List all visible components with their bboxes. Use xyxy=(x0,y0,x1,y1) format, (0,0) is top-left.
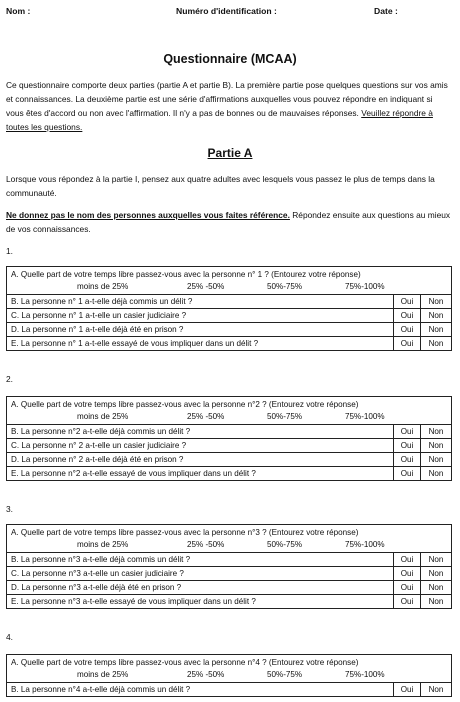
question-a-text: A. Quelle part de votre temps libre passez-vous avec la personne n°4 ? (Entourez votre réponse) xyxy=(11,657,359,667)
answer-option[interactable]: 50%-75% xyxy=(267,281,303,291)
question-number: 2. xyxy=(6,374,13,384)
question-table xyxy=(6,266,452,351)
answer-option[interactable]: 75%-100% xyxy=(345,539,385,549)
question-row xyxy=(7,323,452,337)
question-a-cell xyxy=(7,525,452,553)
answer-option[interactable]: 50%-75% xyxy=(267,669,303,679)
question-row xyxy=(7,683,452,697)
answer-option[interactable]: 25% -50% xyxy=(187,281,225,291)
question-row-text: D. La personne n° 2 a-t-elle déjà été en prison ? xyxy=(7,453,394,467)
question-row xyxy=(7,425,452,439)
question-row xyxy=(7,439,452,453)
question-table xyxy=(6,524,452,609)
instruction-2-rest: Répondez ensuite aux questions au mieux de vos connaissances. xyxy=(6,210,451,234)
answer-option[interactable]: 75%-100% xyxy=(345,411,385,421)
yes-option[interactable]: Oui xyxy=(394,439,421,453)
question-row-text: D. La personne n° 1 a-t-elle déjà été en prison ? xyxy=(7,323,394,337)
intro-underlined: Veuillez répondre à toutes les questions. xyxy=(6,108,433,132)
yes-option[interactable]: Oui xyxy=(394,467,421,481)
no-option[interactable]: Non xyxy=(421,309,452,323)
yes-option[interactable]: Oui xyxy=(394,553,421,567)
intro-paragraph xyxy=(6,78,452,134)
no-option[interactable]: Non xyxy=(421,295,452,309)
question-row xyxy=(7,295,452,309)
question-number: 3. xyxy=(6,504,13,514)
question-row xyxy=(7,467,452,481)
yes-option[interactable]: Oui xyxy=(394,581,421,595)
answer-option[interactable]: 25% -50% xyxy=(187,411,225,421)
question-row-text: B. La personne n° 1 a-t-elle déjà commis un délit ? xyxy=(7,295,394,309)
answer-option[interactable]: moins de 25% xyxy=(77,669,129,679)
yes-option[interactable]: Oui xyxy=(394,453,421,467)
answer-option[interactable]: 75%-100% xyxy=(345,281,385,291)
question-a-text: A. Quelle part de votre temps libre passez-vous avec la personne n°2 ? (Entourez votre réponse) xyxy=(11,399,359,409)
question-table xyxy=(6,396,452,481)
question-row-text: B. La personne n°3 a-t-elle déjà commis un délit ? xyxy=(7,553,394,567)
no-option[interactable]: Non xyxy=(421,439,452,453)
question-number: 4. xyxy=(6,632,13,642)
no-option[interactable]: Non xyxy=(421,595,452,609)
no-option[interactable]: Non xyxy=(421,323,452,337)
answer-option[interactable]: moins de 25% xyxy=(77,281,129,291)
intro-text: Ce questionnaire comporte deux parties (partie A et partie B). La première partie pose quelques questions sur vos amis et connaissances. La deuxième partie est une série d'affirmations auxquelles vous pouvez répondre en indiquant si vous êtes d'accord ou non avec l'affirmation. Il n'y a pas de bonnes ou de mauvaises réponses. xyxy=(6,80,448,118)
form-header xyxy=(6,6,454,20)
question-row xyxy=(7,595,452,609)
no-option[interactable]: Non xyxy=(421,425,452,439)
answer-options xyxy=(11,669,447,681)
question-row-text: C. La personne n°3 a-t-elle un casier judiciaire ? xyxy=(7,567,394,581)
question-a-cell xyxy=(7,267,452,295)
answer-option[interactable]: 50%-75% xyxy=(267,539,303,549)
yes-option[interactable]: Oui xyxy=(394,425,421,439)
question-row-text: C. La personne n° 2 a-t-elle un casier judiciaire ? xyxy=(7,439,394,453)
question-row-text: E. La personne n°3 a-t-elle essayé de vous impliquer dans un délit ? xyxy=(7,595,394,609)
answer-option[interactable]: 75%-100% xyxy=(345,669,385,679)
question-row xyxy=(7,453,452,467)
question-row xyxy=(7,581,452,595)
yes-option[interactable]: Oui xyxy=(394,683,421,697)
yes-option[interactable]: Oui xyxy=(394,595,421,609)
question-row-text: B. La personne n°4 a-t-elle déjà commis un délit ? xyxy=(7,683,394,697)
yes-option[interactable]: Oui xyxy=(394,295,421,309)
instruction-2 xyxy=(6,208,452,236)
yes-option[interactable]: Oui xyxy=(394,309,421,323)
answer-options xyxy=(11,411,447,423)
question-table xyxy=(6,654,452,697)
date-label: Date : xyxy=(374,6,398,16)
answer-option[interactable]: 25% -50% xyxy=(187,539,225,549)
instruction-1: Lorsque vous répondez à la partie I, pensez aux quatre adultes avec lesquels vous passez le plus de temps dans la communauté. xyxy=(6,174,435,198)
no-option[interactable]: Non xyxy=(421,467,452,481)
page-title: Questionnaire (MCAA) xyxy=(163,52,297,66)
question-row-text: B. La personne n°2 a-t-elle déjà commis un délit ? xyxy=(7,425,394,439)
question-row xyxy=(7,553,452,567)
question-row xyxy=(7,337,452,351)
question-row-text: E. La personne n°2 a-t-elle essayé de vous impliquer dans un délit ? xyxy=(7,467,394,481)
yes-option[interactable]: Oui xyxy=(394,323,421,337)
no-option[interactable]: Non xyxy=(421,581,452,595)
no-option[interactable]: Non xyxy=(421,683,452,697)
no-option[interactable]: Non xyxy=(421,567,452,581)
answer-option[interactable]: moins de 25% xyxy=(77,539,129,549)
answer-option[interactable]: moins de 25% xyxy=(77,411,129,421)
answer-option[interactable]: 25% -50% xyxy=(187,669,225,679)
question-a-cell xyxy=(7,655,452,683)
no-option[interactable]: Non xyxy=(421,453,452,467)
question-row-text: D. La personne n°3 a-t-elle déjà été en prison ? xyxy=(7,581,394,595)
no-option[interactable]: Non xyxy=(421,553,452,567)
answer-options xyxy=(11,281,447,293)
question-a-cell xyxy=(7,397,452,425)
answer-options xyxy=(11,539,447,551)
question-a-text: A. Quelle part de votre temps libre passez-vous avec la personne n° 1 ? (Entourez votre réponse) xyxy=(11,269,361,279)
section-title: Partie A xyxy=(207,146,253,160)
instruction-2-underlined: Ne donnez pas le nom des personnes auxquelles vous faites référence. xyxy=(6,210,290,220)
question-row-text: E. La personne n° 1 a-t-elle essayé de vous impliquer dans un délit ? xyxy=(7,337,394,351)
question-a-text: A. Quelle part de votre temps libre passez-vous avec la personne n°3 ? (Entourez votre réponse) xyxy=(11,527,359,537)
question-row xyxy=(7,567,452,581)
answer-option[interactable]: 50%-75% xyxy=(267,411,303,421)
yes-option[interactable]: Oui xyxy=(394,567,421,581)
yes-option[interactable]: Oui xyxy=(394,337,421,351)
question-row-text: C. La personne n° 1 a-t-elle un casier judiciaire ? xyxy=(7,309,394,323)
id-label: Numéro d'identification : xyxy=(176,6,277,16)
name-label: Nom : xyxy=(6,6,31,16)
question-row xyxy=(7,309,452,323)
no-option[interactable]: Non xyxy=(421,337,452,351)
question-number: 1. xyxy=(6,246,13,256)
